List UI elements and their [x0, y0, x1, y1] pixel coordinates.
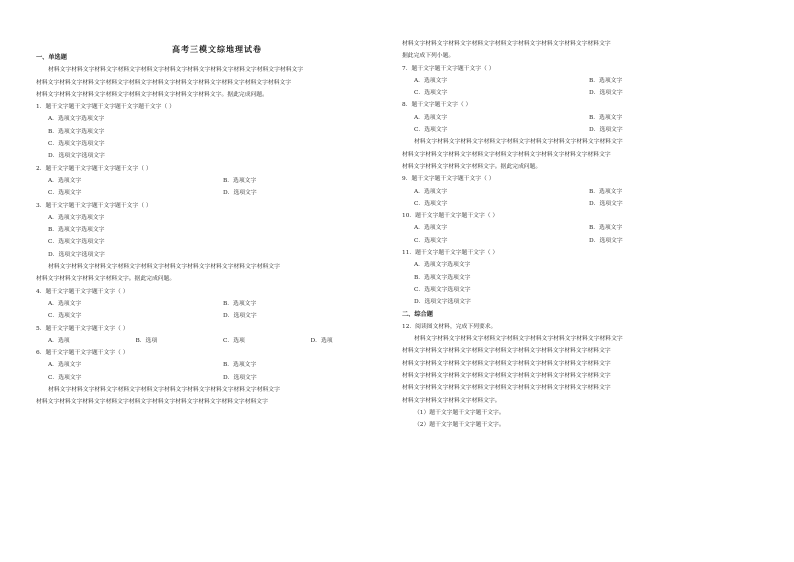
option: D．选项文字 — [223, 190, 257, 197]
option-row — [402, 198, 764, 210]
option: B．选项文字 — [589, 77, 623, 84]
option: D．选项文字选项文字 — [414, 299, 471, 306]
material-text: 据此完成下列小题。 — [402, 53, 455, 60]
material-text: 材料文字材料文字材料文字材料文字材料文字材料文字材料文字材料文字材料文字 — [402, 348, 611, 355]
question-stem: 9．题干文字题干文字题干文字（ ） — [402, 176, 495, 183]
question-stem: 2．题干文字题干文字题干文字题干文字（ ） — [36, 165, 152, 172]
option: B．选项文字 — [589, 114, 623, 121]
option: B．选项 — [135, 337, 158, 344]
option: A．选项文字 — [48, 362, 82, 369]
material-text: 材料文字材料文字材料文字材料文字材料文字材料文字材料文字材料文字材料文字 — [414, 139, 623, 146]
material-text: 材料文字材料文字材料文字材料文字材料文字材料文字材料文字材料文字材料文字材料文字材料文字 — [36, 79, 292, 86]
option: D．选项文字 — [589, 200, 623, 207]
page-title: 高考三模文综地理试卷 — [172, 44, 262, 54]
option: D．选项文字选项文字 — [48, 251, 105, 258]
option: C．选项文字选项文字 — [48, 141, 105, 148]
option: D．选项 — [310, 337, 333, 344]
question-stem: 11．题干文字题干文字题干文字（ ） — [402, 250, 499, 257]
option-row — [36, 310, 398, 322]
option: B．选项文字 — [223, 177, 257, 184]
option: D．选项文字 — [589, 127, 623, 134]
option: A．选项文字选项文字 — [48, 214, 105, 221]
question-stem: 3．题干文字题干文字题干文字题干文字（ ） — [36, 202, 152, 209]
option: D．选项文字选项文字 — [48, 153, 105, 160]
question-stem: 10．题干文字题干文字题干文字（ ） — [402, 213, 499, 220]
material-text: 材料文字材料文字材料文字材料文字材料文字材料文字材料文字材料文字材料文字 — [414, 336, 623, 343]
option: B．选项文字 — [589, 225, 623, 232]
option: A．选项文字 — [414, 225, 448, 232]
material-text: 材料文字材料文字材料文字材料文字材料文字材料文字材料文字材料文字材料文字 — [402, 385, 611, 392]
sub-question: （2）题干文字题干文字题干文字。 — [414, 422, 505, 429]
option-row — [36, 335, 398, 347]
option: C．选项文字 — [414, 127, 448, 134]
option: C．选项文字选项文字 — [48, 239, 105, 246]
option: A．选项文字选项文字 — [48, 116, 105, 123]
option: C．选项文字 — [48, 190, 82, 197]
question-stem: 4．题干文字题干文字题干文字（ ） — [36, 288, 129, 295]
option: C．选项文字选项文字 — [414, 286, 471, 293]
option: B．选项文字 — [223, 362, 257, 369]
option: A．选项文字 — [414, 114, 448, 121]
material-text: 材料文字材料文字材料文字材料文字材料文字材料文字材料文字材料文字材料文字 — [402, 151, 611, 158]
option-row — [402, 87, 764, 99]
option: A．选项文字 — [414, 77, 448, 84]
material-text: 材料文字材料文字材料文字材料文字材料文字材料文字材料文字材料文字材料文字材料文字材料文字 — [48, 67, 304, 74]
option-row — [402, 124, 764, 136]
option: D．选项文字 — [589, 90, 623, 97]
section-heading: 二、综合题 — [402, 310, 433, 318]
option-row — [402, 112, 764, 124]
question-stem: 8．题干文字题干文字（ ） — [402, 102, 472, 109]
option-row — [36, 372, 398, 384]
option-row — [402, 222, 764, 234]
option-row — [402, 186, 764, 198]
question-stem: 7．题干文字题干文字题干文字（ ） — [402, 65, 495, 72]
material-text: 材料文字材料文字材料文字材料文字材料文字材料文字材料文字材料文字材料文字 — [402, 373, 611, 380]
option-row — [36, 187, 398, 199]
option-row — [402, 75, 764, 87]
option: A．选项文字 — [48, 300, 82, 307]
material-text: 材料文字材料文字材料文字材料文字。据此完成问题。 — [36, 276, 176, 283]
material-text: 材料文字材料文字材料文字材料文字材料文字材料文字材料文字材料文字材料文字材料文字 — [48, 387, 280, 394]
option: B．选项文字 — [223, 300, 257, 307]
option: A．选项文字选项文字 — [414, 262, 471, 269]
material-text: 材料文字材料文字材料文字材料文字材料文字材料文字材料文字材料文字材料文字 — [402, 41, 611, 47]
question-stem: 1．题干文字题干文字题干文字题干文字题干文字（ ） — [36, 104, 175, 111]
option-row — [36, 359, 398, 371]
option: A．选项文字 — [48, 177, 82, 184]
option-row — [36, 175, 398, 187]
option: B．选项文字 — [589, 188, 623, 195]
option: C．选项文字 — [414, 237, 448, 244]
option: B．选项文字选项文字 — [48, 128, 105, 135]
option: D．选项文字 — [589, 237, 623, 244]
question-stem: 5．题干文字题干文字题干文字（ ） — [36, 325, 129, 332]
option: C．选项文字 — [48, 313, 82, 320]
question-stem: 12．阅读图文材料，完成下列要求。 — [402, 323, 497, 330]
option-row — [36, 298, 398, 310]
option: A．选项文字 — [414, 188, 448, 195]
left-column — [36, 38, 398, 409]
material-text: 材料文字材料文字材料文字材料文字材料文字材料文字材料文字材料文字材料文字材料文字 — [48, 264, 280, 271]
section-heading: 一、单选题 — [36, 54, 67, 61]
right-column — [402, 38, 764, 432]
option-row — [402, 235, 764, 247]
material-text: 材料文字材料文字材料文字材料文字。 — [402, 397, 501, 404]
sub-question: （1）题干文字题干文字题干文字。 — [414, 409, 505, 416]
option: C．选项 — [223, 337, 245, 344]
option: D．选项文字 — [223, 374, 257, 381]
option: B．选项文字选项文字 — [414, 274, 471, 281]
option: B．选项文字选项文字 — [48, 227, 105, 234]
material-text: 材料文字材料文字材料文字材料文字。据此完成问题。 — [402, 163, 542, 170]
option: A．选项 — [48, 337, 70, 344]
option: C．选项文字 — [414, 90, 448, 97]
material-text: 材料文字材料文字材料文字材料文字材料文字材料文字材料文字材料文字。据此完成问题。 — [36, 91, 268, 98]
material-text: 材料文字材料文字材料文字材料文字材料文字材料文字材料文字材料文字材料文字 — [402, 360, 611, 367]
option: C．选项文字 — [414, 200, 448, 207]
option: C．选项文字 — [48, 374, 82, 381]
option: D．选项文字 — [223, 313, 257, 320]
material-text: 材料文字材料文字材料文字材料文字材料文字材料文字材料文字材料文字材料文字材料文字 — [36, 399, 268, 406]
question-stem: 6．题干文字题干文字题干文字（ ） — [36, 350, 129, 357]
